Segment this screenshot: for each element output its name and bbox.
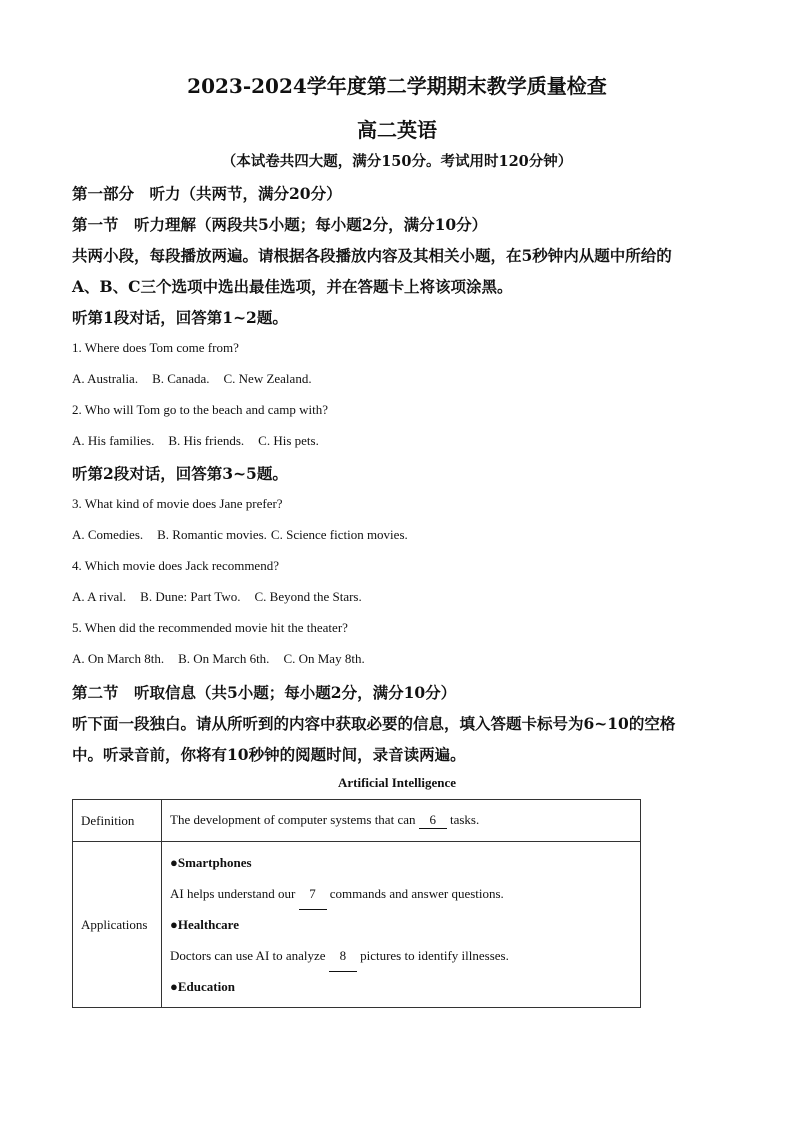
option-c: C. On May 8th. bbox=[283, 651, 365, 666]
question-4-options bbox=[72, 589, 376, 605]
question-5-options bbox=[72, 651, 379, 667]
education-heading: ●Education bbox=[170, 979, 235, 994]
section1-heading: 第一节 听力理解（两段共5小题；每小题2分，满分10分） bbox=[72, 215, 488, 234]
healthcare-heading: ●Healthcare bbox=[170, 917, 239, 932]
question-3-options bbox=[72, 527, 422, 543]
section2-heading: 第二节 听取信息（共5小题；每小题2分，满分10分） bbox=[72, 683, 457, 702]
option-b: B. Dune: Part Two. bbox=[140, 589, 241, 604]
definition-suffix: tasks. bbox=[449, 812, 480, 827]
option-a: A. On March 8th. bbox=[72, 651, 165, 666]
definition-label: Definition bbox=[73, 800, 162, 842]
option-b: B. On March 6th. bbox=[178, 651, 270, 666]
option-c: C. Beyond the Stars. bbox=[254, 589, 362, 604]
definition-cell bbox=[162, 800, 641, 842]
healthcare-suffix: pictures to identify illnesses. bbox=[360, 948, 509, 963]
exam-note: （本试卷共四大题，满分150分。考试用时120分钟） bbox=[221, 153, 573, 170]
exam-subtitle: 高二英语 bbox=[357, 118, 437, 142]
question-3: 3. What kind of movie does Jane prefer? bbox=[72, 496, 283, 511]
blank-8: 8 bbox=[329, 940, 357, 972]
ai-info-table bbox=[72, 799, 641, 1008]
question-1-options bbox=[72, 371, 326, 387]
exam-title: 2023-2024学年度第二学期期末教学质量检查 bbox=[187, 74, 607, 98]
option-b: B. Romantic movies. bbox=[157, 527, 267, 542]
definition-row bbox=[73, 800, 641, 842]
blank-7: 7 bbox=[299, 878, 327, 910]
question-1: 1. Where does Tom come from? bbox=[72, 340, 239, 355]
part1-heading: 第一部分 听力（共两节，满分20分） bbox=[72, 184, 342, 203]
dialogue1-heading: 听第1段对话，回答第1~2题。 bbox=[72, 308, 288, 327]
applications-cell bbox=[162, 842, 641, 1008]
option-b: B. His friends. bbox=[168, 433, 245, 448]
option-a: A. A rival. bbox=[72, 589, 127, 604]
section2-instruction-1: 听下面一段独白。请从所听到的内容中获取必要的信息，填入答题卡标号为6~10的空格 bbox=[72, 714, 676, 733]
option-a: A. Comedies. bbox=[72, 527, 144, 542]
healthcare-text: Doctors can use AI to analyze bbox=[170, 948, 326, 963]
definition-text: The development of computer systems that can bbox=[170, 812, 416, 827]
option-c: C. New Zealand. bbox=[223, 371, 312, 386]
option-c: C. His pets. bbox=[258, 433, 319, 448]
option-c: C. Science fiction movies. bbox=[270, 527, 408, 542]
section1-instruction-2: A、B、C三个选项中选出最佳选项，并在答题卡上将该项涂黑。 bbox=[72, 277, 513, 296]
smartphones-line bbox=[170, 878, 632, 909]
smartphones-suffix: commands and answer questions. bbox=[329, 886, 504, 901]
applications-label: Applications bbox=[73, 842, 162, 1008]
question-4: 4. Which movie does Jack recommend? bbox=[72, 558, 279, 573]
healthcare-line bbox=[170, 940, 632, 971]
question-5: 5. When did the recommended movie hit the theater? bbox=[72, 620, 348, 635]
option-a: A. His families. bbox=[72, 433, 155, 448]
section2-instruction-2: 中。听录音前，你将有10秒钟的阅题时间，录音读两遍。 bbox=[72, 745, 466, 764]
question-2: 2. Who will Tom go to the beach and camp with? bbox=[72, 402, 329, 417]
smartphones-heading: ●Smartphones bbox=[170, 855, 252, 870]
option-b: B. Canada. bbox=[152, 371, 210, 386]
question-2-options bbox=[72, 433, 333, 449]
option-a: A. Australia. bbox=[72, 371, 139, 386]
smartphones-text: AI helps understand our bbox=[170, 886, 296, 901]
section1-instruction-1: 共两小段，每段播放两遍。请根据各段播放内容及其相关小题，在5秒钟内从题中所给的 bbox=[72, 246, 672, 265]
dialogue2-heading: 听第2段对话，回答第3~5题。 bbox=[72, 464, 288, 483]
applications-row bbox=[73, 842, 641, 1008]
blank-6: 6 bbox=[419, 812, 447, 829]
table-title: Artificial Intelligence bbox=[337, 775, 457, 790]
